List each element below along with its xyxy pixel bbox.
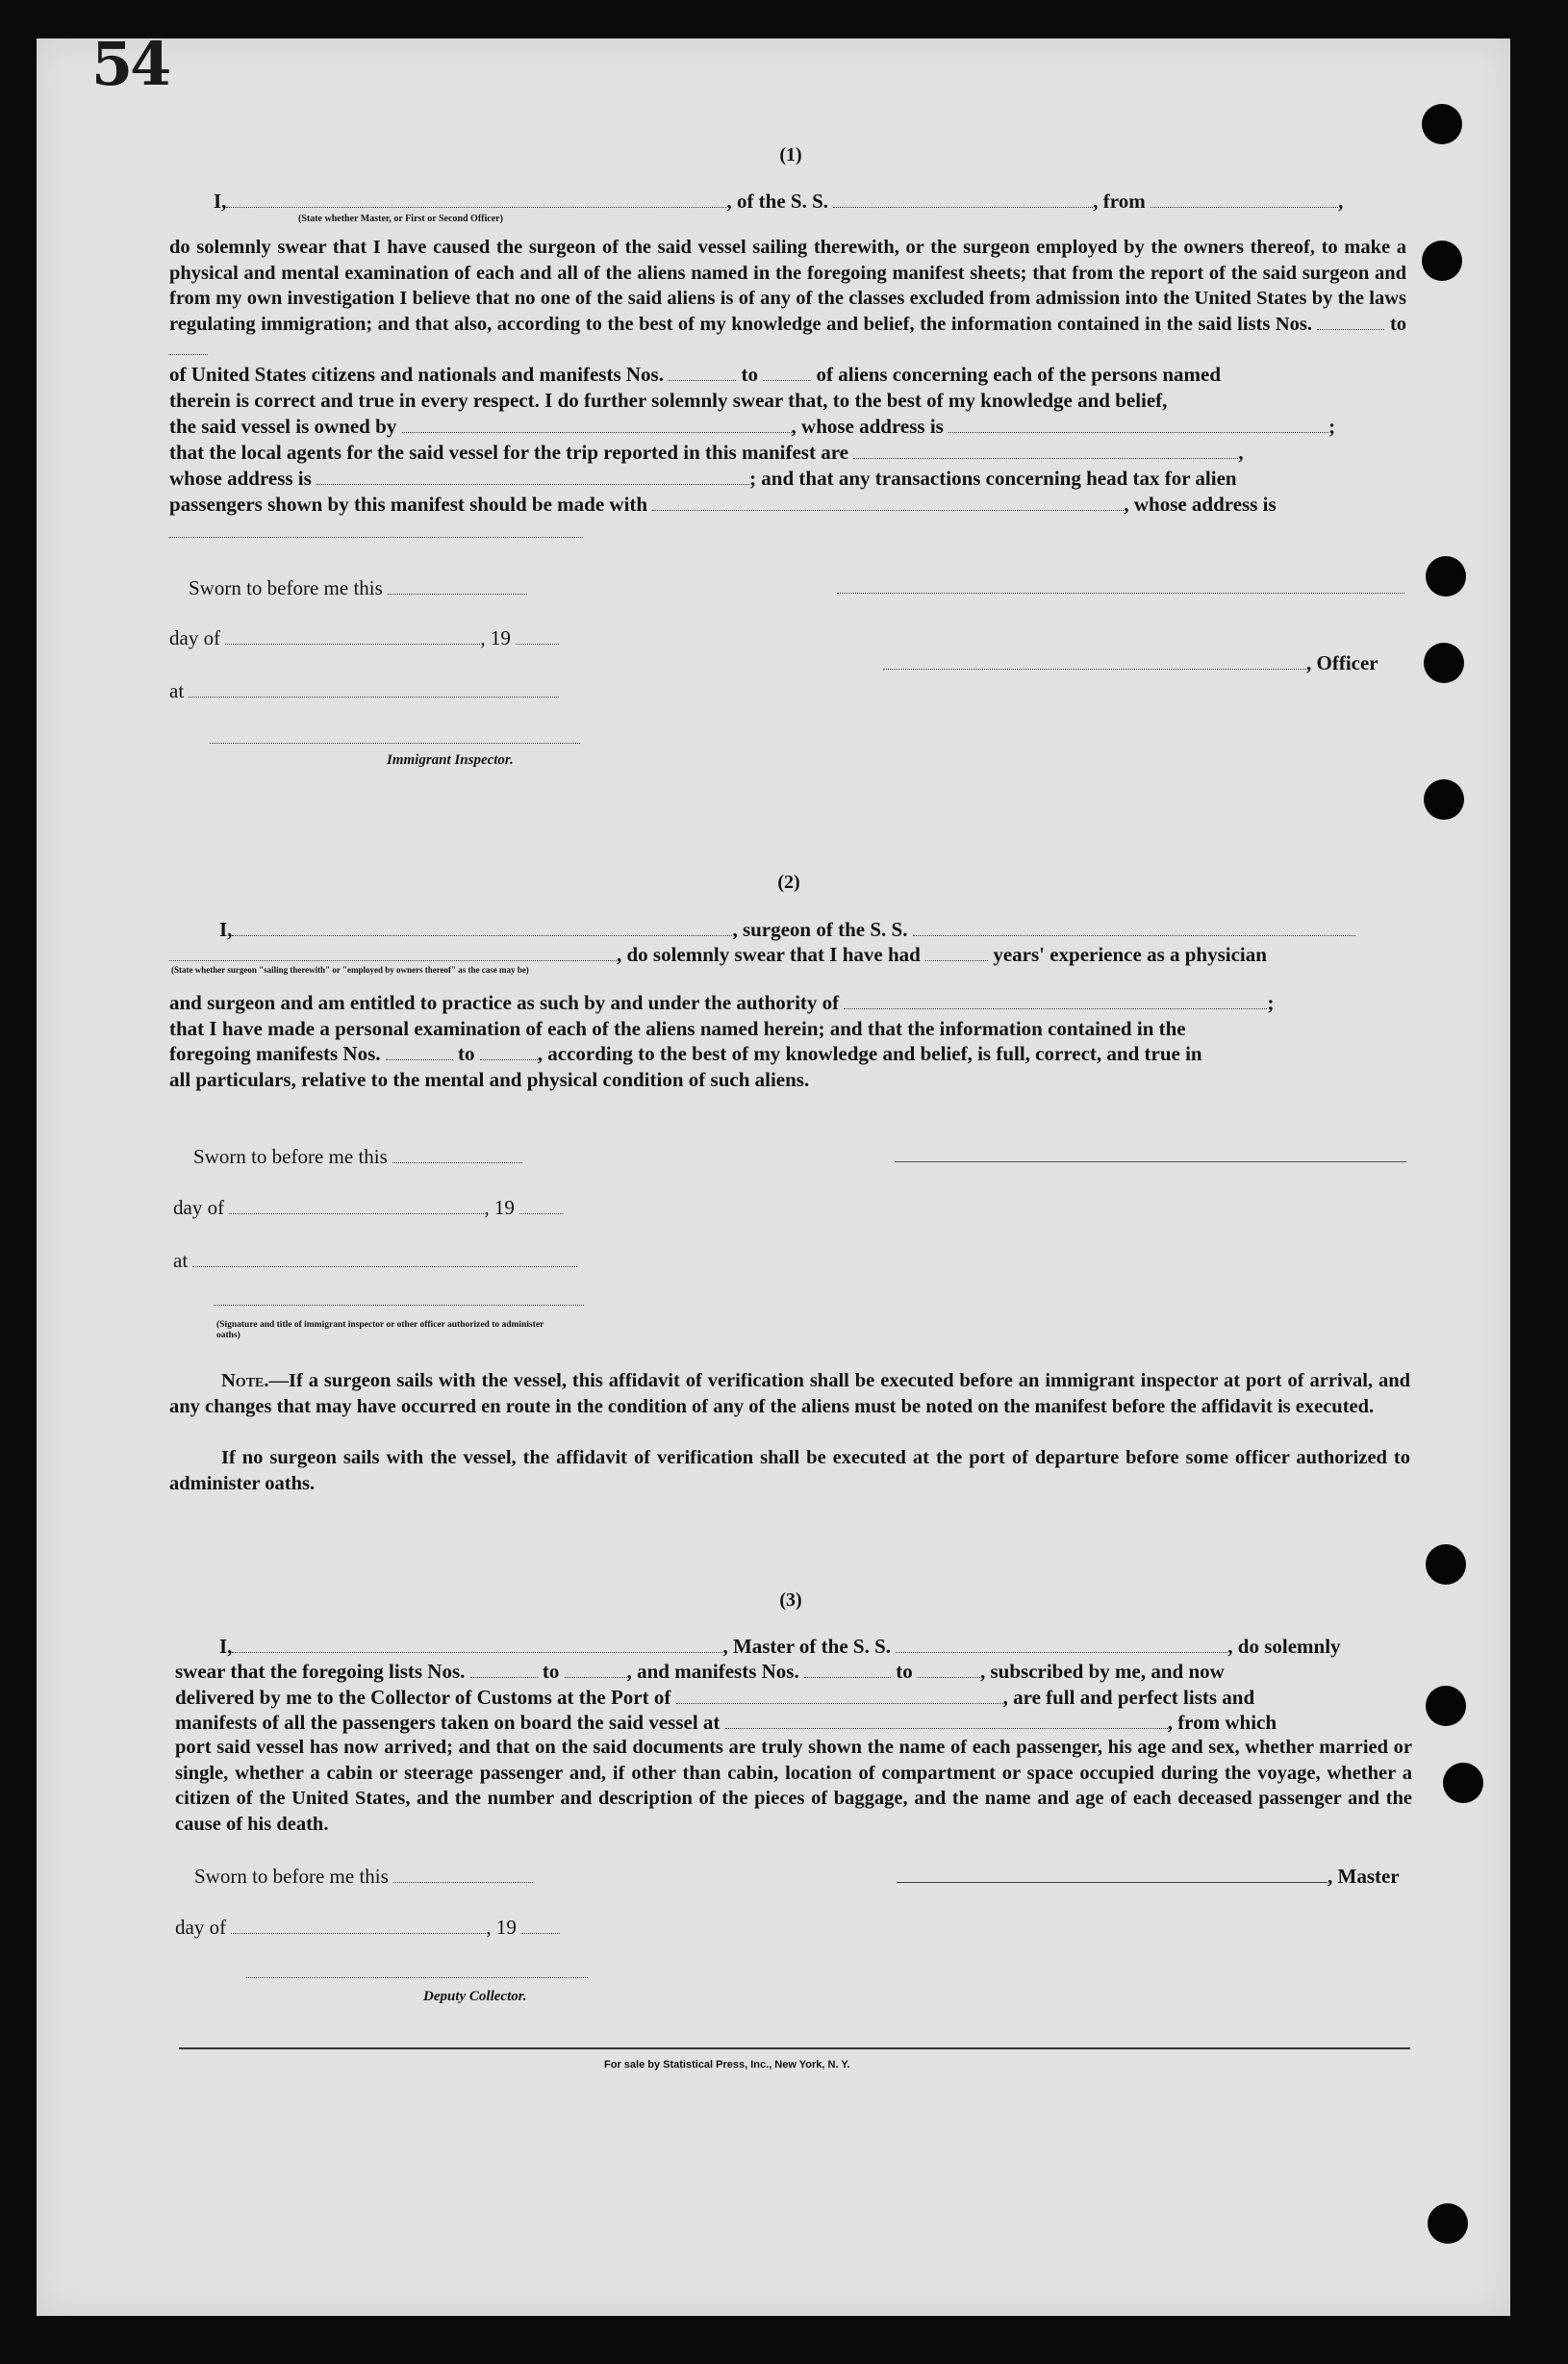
s2-line-3: and surgeon and am entitled to practice as such by and under the authority of ; bbox=[169, 991, 1275, 1014]
s1-whose-line: whose address is ; and that any transactions concerning head tax for alien bbox=[169, 467, 1237, 490]
s1-line-1: I, , of the S. S. , from , bbox=[214, 190, 1344, 213]
s1-blank-line bbox=[169, 537, 583, 538]
s2-line-5: foregoing manifests Nos. to , according to the best of my knowledge and belief, is full, correct, and true in bbox=[169, 1042, 1202, 1065]
s2-inspector-line[interactable] bbox=[214, 1305, 584, 1306]
s1-agents-line: that the local agents for the said vessel for the trip reported in this manifest are , bbox=[169, 441, 1244, 464]
s2-dayof: day of , 19 bbox=[173, 1195, 563, 1220]
s2-surgeon-note: (State whether surgeon "sailing therewith" or "employed by owners thereof" as the case may be) bbox=[171, 965, 529, 975]
section-1-title: (1) bbox=[779, 144, 802, 165]
binder-hole bbox=[1426, 556, 1466, 597]
binder-hole bbox=[1424, 643, 1464, 683]
s3-collector-label: Deputy Collector. bbox=[423, 1989, 527, 2004]
s1-citizens-line: of United States citizens and nationals and manifests Nos. to of aliens concerning each of the persons named bbox=[169, 363, 1222, 386]
binder-hole bbox=[1426, 1544, 1466, 1585]
binder-hole bbox=[1426, 1686, 1466, 1726]
s3-line-3: delivered by me to the Collector of Customs at the Port of , are full and perfect lists and bbox=[175, 1686, 1255, 1709]
page-stamp: 54 bbox=[91, 29, 169, 99]
s3-master: , Master bbox=[897, 1864, 1400, 1889]
s1-passengers-line: passengers shown by this manifest should be made with , whose address is bbox=[169, 493, 1277, 516]
binder-hole bbox=[1422, 104, 1462, 144]
s3-collector-line[interactable] bbox=[246, 1977, 588, 1978]
s1-signature-line[interactable] bbox=[837, 593, 1404, 594]
binder-hole bbox=[1424, 779, 1464, 820]
s3-sworn: Sworn to before me this bbox=[194, 1864, 533, 1889]
binder-hole bbox=[1422, 241, 1462, 281]
s2-signature-note: (Signature and title of immigrant inspector or other officer authorized to administer oaths) bbox=[216, 1320, 544, 1340]
binder-hole bbox=[1428, 2203, 1468, 2244]
s2-line-2: , do solemnly swear that I have had years' experience as a physician bbox=[169, 942, 1267, 967]
s3-line-2: swear that the foregoing lists Nos. to , and manifests Nos. to , subscribed by me, and now bbox=[175, 1660, 1225, 1683]
footer-rule bbox=[179, 2047, 1410, 2049]
s2-at: at bbox=[173, 1248, 577, 1273]
s1-therein-line: therein is correct and true in every respect. I do further solemnly swear that, to the best of my knowledge and belief, bbox=[169, 389, 1168, 412]
section-2-title: (2) bbox=[777, 872, 800, 893]
s2-line-4: that I have made a personal examination of each of the aliens named herein; and that the information contained in the bbox=[169, 1017, 1186, 1040]
s1-owned-line: the said vessel is owned by , whose address is ; bbox=[169, 415, 1336, 438]
s1-dayof: day of , 19 bbox=[169, 625, 559, 650]
binder-hole bbox=[1443, 1763, 1483, 1803]
s3-line-1: I, , Master of the S. S. , do solemnly bbox=[219, 1635, 1341, 1658]
s2-sworn: Sworn to before me this bbox=[193, 1144, 522, 1169]
s2-line-1: I, , surgeon of the S. S. bbox=[219, 917, 1355, 942]
s3-body: port said vessel has now arrived; and that on the said documents are truly shown the name of each passenger, his age and sex, whether married or single, whether a cabin or steerage passenger and, if other than cabin, location of compartment or space occupied during the voyage, whether a citizen of the United States, and the number and description of the pieces of baggage, and the name and age of each deceased passenger and the cause of his death. bbox=[175, 1737, 1412, 1835]
s3-dayof: day of , 19 bbox=[175, 1915, 560, 1940]
s1-inspector-label: Immigrant Inspector. bbox=[387, 752, 514, 768]
s2-note-1: Note.—If a surgeon sails with the vessel, this affidavit of verification shall be executed before an immigrant inspector at port of arrival, and any changes that may have occurred en route in the condition of any of the aliens must be noted on the manifest before the affidavit is executed. bbox=[169, 1370, 1410, 1417]
s1-officer-note: (State whether Master, or First or Second Officer) bbox=[298, 214, 503, 224]
s2-note-2: If no surgeon sails with the vessel, the affidavit of verification shall be executed at the port of departure before some officer authorized to administer oaths. bbox=[169, 1447, 1410, 1494]
section-3-title: (3) bbox=[779, 1589, 802, 1611]
s1-body: do solemnly swear that I have caused the surgeon of the said vessel sailing therewith, or the surgeon employed by the owners thereof, to make a physical and mental examination of each and all of the aliens named in the foregoing manifest sheets; that from the report of the said surgeon and from my own investigation I believe that no one of the said aliens is of any of the classes excluded from admission into the United States by the laws regulating immigration; and that also, according to the best of my knowledge and belief, the information contained in the said lists Nos. to bbox=[169, 235, 1406, 363]
s3-line-4: manifests of all the passengers taken on board the said vessel at , from which bbox=[175, 1711, 1277, 1734]
s2-signature-line[interactable] bbox=[895, 1161, 1406, 1162]
s1-sworn: Sworn to before me this bbox=[189, 575, 527, 600]
s1-inspector-line[interactable] bbox=[210, 743, 580, 744]
s2-line-6: all particulars, relative to the mental and physical condition of such aliens. bbox=[169, 1068, 810, 1091]
s1-officer: , Officer bbox=[883, 650, 1378, 675]
s1-at: at bbox=[169, 678, 559, 703]
footer-imprint: For sale by Statistical Press, Inc., New York, N. Y. bbox=[604, 2059, 850, 2071]
